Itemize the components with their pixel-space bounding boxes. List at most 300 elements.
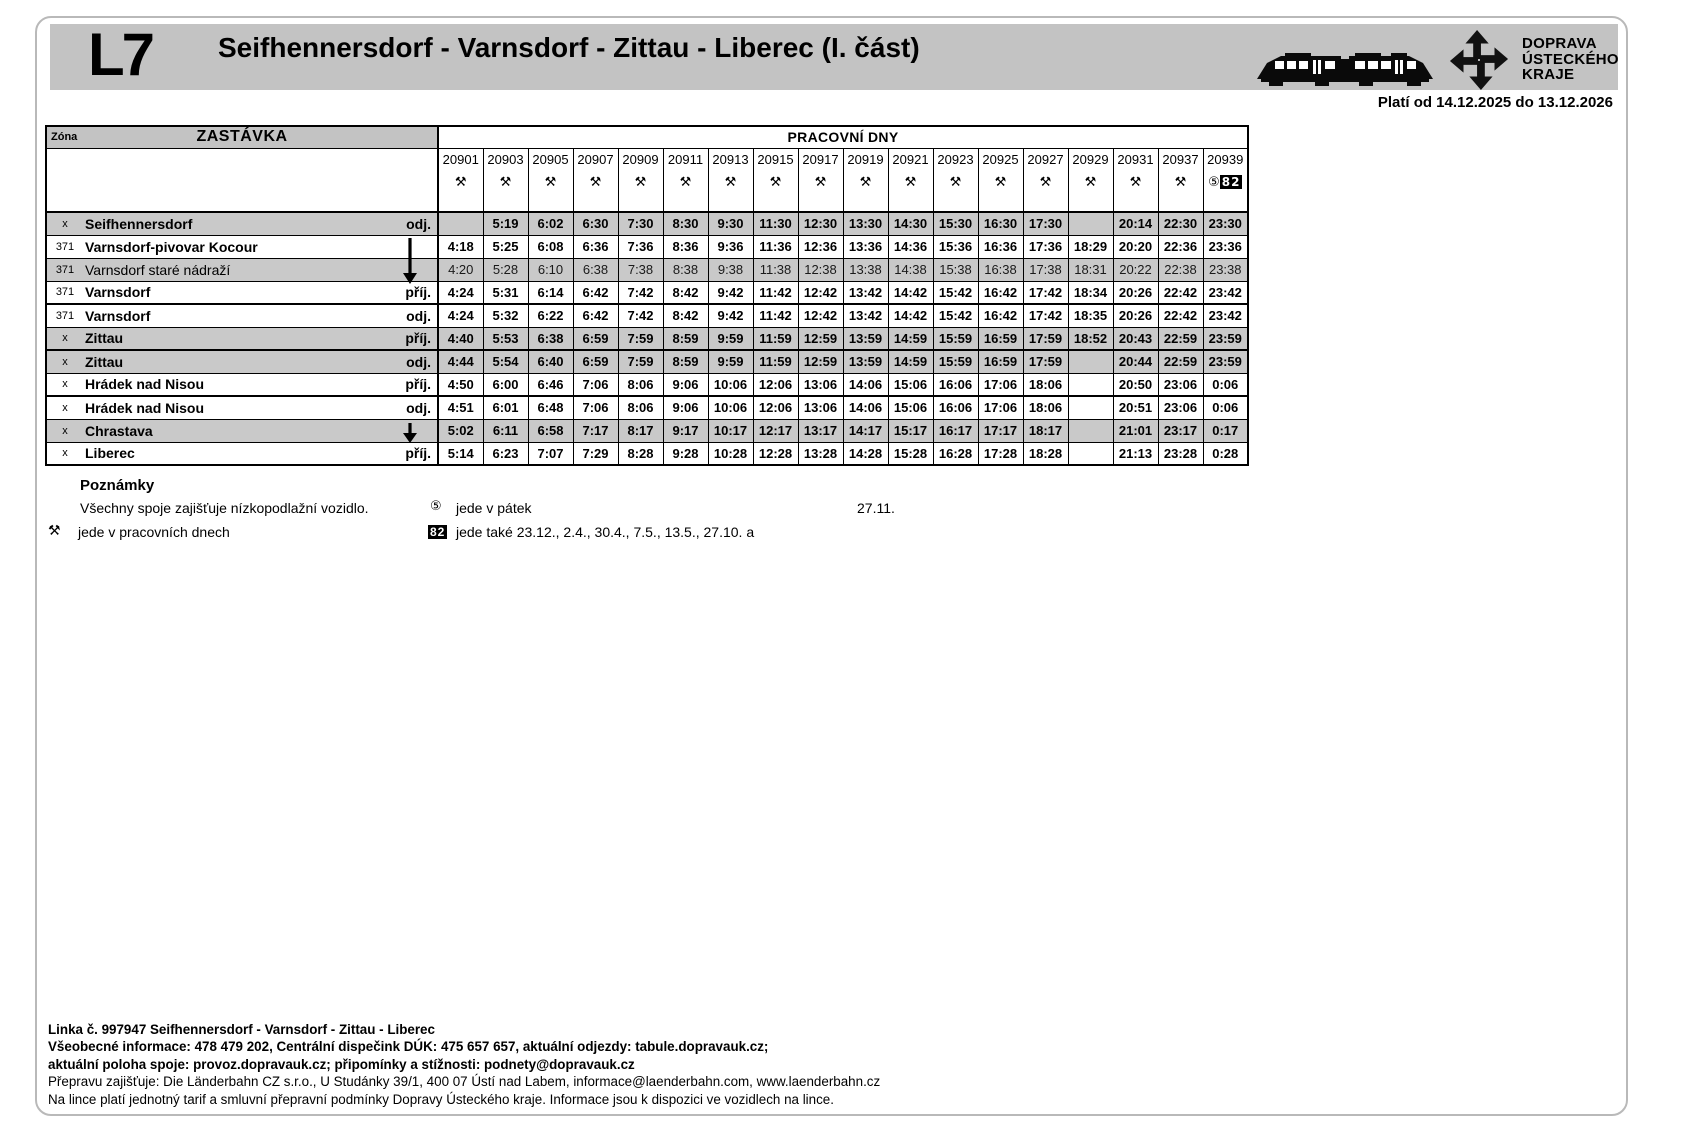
train-number-cell: 20927 — [1023, 148, 1068, 170]
day-symbol-icon: ⚒ — [1039, 174, 1052, 190]
time-cell: 20:43 — [1113, 327, 1158, 350]
spacer-cell — [618, 194, 663, 212]
time-cell: 15:28 — [888, 442, 933, 465]
time-cell: 8:36 — [663, 235, 708, 258]
spacer-cell — [708, 194, 753, 212]
time-cell: 6:10 — [528, 258, 573, 281]
time-cell: 7:36 — [618, 235, 663, 258]
time-cell: 12:38 — [798, 258, 843, 281]
time-cell: 15:42 — [933, 304, 978, 327]
time-cell: 12:30 — [798, 212, 843, 235]
time-cell: 15:30 — [933, 212, 978, 235]
time-cell: 12:59 — [798, 327, 843, 350]
time-cell: 20:22 — [1113, 258, 1158, 281]
train-symbol-cell — [618, 170, 663, 194]
station-cell — [46, 281, 438, 304]
time-cell — [1068, 373, 1113, 396]
friday-symbol: ⑤ — [430, 499, 442, 514]
time-cell: 7:07 — [528, 442, 573, 465]
zone-label: x — [62, 378, 68, 391]
day-symbol-icon: ⚒ — [454, 174, 467, 190]
train-number-cell: 20901 — [438, 148, 483, 170]
duk-arrows-logo — [1448, 29, 1510, 91]
time-cell: 13:42 — [843, 281, 888, 304]
time-cell: 13:06 — [798, 373, 843, 396]
time-cell: 5:14 — [438, 442, 483, 465]
time-cell: 11:59 — [753, 327, 798, 350]
train-number-cell: 20917 — [798, 148, 843, 170]
station-cell — [46, 419, 438, 442]
note-workdays: jede v pracovních dnech — [78, 524, 230, 540]
station-row — [46, 212, 1248, 235]
time-cell: 9:42 — [708, 304, 753, 327]
time-cell: 9:38 — [708, 258, 753, 281]
timetable — [45, 125, 1249, 466]
train-number-cell: 20923 — [933, 148, 978, 170]
station-cell — [46, 212, 438, 235]
day-symbol-icon: ⚒ — [814, 174, 827, 190]
time-cell: 13:38 — [843, 258, 888, 281]
time-cell: 12:28 — [753, 442, 798, 465]
time-cell: 13:30 — [843, 212, 888, 235]
time-cell: 14:30 — [888, 212, 933, 235]
time-cell: 8:06 — [618, 373, 663, 396]
train-number-cell: 20937 — [1158, 148, 1203, 170]
train-symbol-cell — [978, 170, 1023, 194]
time-cell: 6:02 — [528, 212, 573, 235]
time-cell — [1068, 212, 1113, 235]
time-cell: 16:06 — [933, 396, 978, 419]
time-cell: 14:06 — [843, 373, 888, 396]
time-cell: 8:30 — [663, 212, 708, 235]
time-cell: 23:36 — [1203, 235, 1248, 258]
time-cell: 7:30 — [618, 212, 663, 235]
day-symbol-icon: ⑤ — [1208, 174, 1220, 190]
time-cell: 11:30 — [753, 212, 798, 235]
footer-line: Linka č. 997947 Seifhennersdorf - Varnsdorf - Zittau - Liberec — [48, 1022, 435, 1037]
time-cell: 18:35 — [1068, 304, 1113, 327]
spacer-cell — [1203, 194, 1248, 212]
time-cell: 9:28 — [663, 442, 708, 465]
time-cell: 4:50 — [438, 373, 483, 396]
time-cell: 13:28 — [798, 442, 843, 465]
time-cell: 4:24 — [438, 281, 483, 304]
spacer-cell — [843, 194, 888, 212]
route-arrow-chrastava — [402, 423, 418, 443]
time-cell: 14:42 — [888, 304, 933, 327]
time-cell: 6:23 — [483, 442, 528, 465]
train-number-cell: 20939 — [1203, 148, 1248, 170]
time-cell: 17:28 — [978, 442, 1023, 465]
time-cell: 23:17 — [1158, 419, 1203, 442]
time-cell: 12:06 — [753, 396, 798, 419]
station-row — [46, 258, 1248, 281]
station-cell — [46, 442, 438, 465]
time-cell: 7:29 — [573, 442, 618, 465]
time-cell: 10:06 — [708, 373, 753, 396]
spacer-cell — [1113, 194, 1158, 212]
spacer-cell — [933, 194, 978, 212]
time-cell: 6:40 — [528, 350, 573, 373]
train-number-cell: 20913 — [708, 148, 753, 170]
time-cell: 0:06 — [1203, 396, 1248, 419]
day-symbol-icon: ⚒ — [544, 174, 557, 190]
time-cell: 6:46 — [528, 373, 573, 396]
time-cell: 16:42 — [978, 281, 1023, 304]
time-cell: 17:17 — [978, 419, 1023, 442]
duk-logo-line: DOPRAVA — [1522, 35, 1597, 52]
note82-symbol: 82 — [430, 525, 446, 539]
spacer-cell — [573, 194, 618, 212]
time-cell: 18:06 — [1023, 373, 1068, 396]
train-symbol-cell — [1158, 170, 1203, 194]
station-cell — [46, 304, 438, 327]
time-cell: 5:54 — [483, 350, 528, 373]
train-symbol-cell — [573, 170, 618, 194]
time-cell: 6:59 — [573, 327, 618, 350]
time-cell: 15:38 — [933, 258, 978, 281]
day-symbol-icon: ⚒ — [1129, 174, 1142, 190]
time-cell: 23:38 — [1203, 258, 1248, 281]
spacer-cell — [1158, 194, 1203, 212]
day-symbol-icon: ⚒ — [499, 174, 512, 190]
time-cell: 17:30 — [1023, 212, 1068, 235]
train-number-cell: 20903 — [483, 148, 528, 170]
train-symbol-cell — [663, 170, 708, 194]
time-cell: 22:38 — [1158, 258, 1203, 281]
zone-label: 371 — [55, 309, 75, 322]
time-cell: 22:42 — [1158, 304, 1203, 327]
time-cell: 6:58 — [528, 419, 573, 442]
train-symbol-cell — [933, 170, 978, 194]
time-cell: 8:59 — [663, 327, 708, 350]
time-cell: 15:59 — [933, 350, 978, 373]
time-cell: 16:59 — [978, 327, 1023, 350]
time-cell: 4:18 — [438, 235, 483, 258]
station-name: Liberec — [85, 445, 135, 462]
footer-line: Na lince platí jednotný tarif a smluvní přepravní podmínky Dopravy Ústeckého kraje. Informace jsou k dispozici ve vozidlech na lince. — [48, 1091, 834, 1107]
time-cell: 16:06 — [933, 373, 978, 396]
time-cell: 14:17 — [843, 419, 888, 442]
time-cell: 6:36 — [573, 235, 618, 258]
time-cell: 23:42 — [1203, 281, 1248, 304]
train-number-cell: 20905 — [528, 148, 573, 170]
train-symbol-cell — [1113, 170, 1158, 194]
workdays-symbol: ⚒ — [48, 523, 61, 539]
time-cell: 6:22 — [528, 304, 573, 327]
days-header: PRACOVNÍ DNY — [438, 126, 1248, 148]
spacer-cell — [483, 194, 528, 212]
time-cell: 23:06 — [1158, 373, 1203, 396]
timetable-wrapper — [45, 125, 1249, 466]
time-cell: 12:06 — [753, 373, 798, 396]
time-cell: 14:36 — [888, 235, 933, 258]
zone-label: 371 — [55, 240, 75, 253]
left-empty-cell — [46, 148, 438, 212]
day-symbol-icon: ⚒ — [994, 174, 1007, 190]
time-cell: 13:06 — [798, 396, 843, 419]
train-symbol-cell — [1068, 170, 1113, 194]
time-cell: 5:02 — [438, 419, 483, 442]
time-cell: 5:28 — [483, 258, 528, 281]
station-cell — [46, 235, 438, 258]
time-cell: 9:06 — [663, 396, 708, 419]
time-cell: 5:25 — [483, 235, 528, 258]
duk-logo-line: KRAJE — [1522, 66, 1575, 83]
station-name: Varnsdorf — [85, 284, 151, 301]
station-cell — [46, 396, 438, 419]
day-symbol-icon: ⚒ — [769, 174, 782, 190]
note-low-floor: Všechny spoje zajišťuje nízkopodlažní vozidlo. — [80, 500, 369, 516]
time-cell: 14:38 — [888, 258, 933, 281]
station-cell — [46, 258, 438, 281]
zone-label: x — [62, 401, 68, 414]
time-cell: 11:36 — [753, 235, 798, 258]
time-cell — [438, 212, 483, 235]
zone-label: 371 — [55, 263, 75, 276]
time-cell: 20:26 — [1113, 304, 1158, 327]
time-cell: 17:38 — [1023, 258, 1068, 281]
time-cell: 23:59 — [1203, 350, 1248, 373]
station-name: Hrádek nad Nisou — [85, 399, 205, 416]
train-number-cell: 20907 — [573, 148, 618, 170]
time-cell: 7:06 — [573, 396, 618, 419]
station-name: Zittau — [85, 353, 124, 370]
time-cell: 21:01 — [1113, 419, 1158, 442]
station-row — [46, 281, 1248, 304]
time-cell: 20:44 — [1113, 350, 1158, 373]
note82-text: jede také 23.12., 2.4., 30.4., 7.5., 13.5., 27.10. a — [456, 524, 755, 540]
train-number-cell: 20915 — [753, 148, 798, 170]
time-cell: 7:06 — [573, 373, 618, 396]
time-cell: 7:17 — [573, 419, 618, 442]
direction-label: odj. — [406, 307, 431, 324]
line-code: L7 — [88, 21, 153, 88]
duk-logo-text — [1522, 36, 1619, 83]
station-row — [46, 235, 1248, 258]
time-cell: 14:59 — [888, 350, 933, 373]
time-cell: 12:17 — [753, 419, 798, 442]
station-row — [46, 373, 1248, 396]
time-cell — [1068, 396, 1113, 419]
route-arrow-varnsdorf — [402, 238, 418, 284]
station-name: Zittau — [85, 330, 124, 347]
time-cell: 6:08 — [528, 235, 573, 258]
station-name: Hrádek nad Nisou — [85, 376, 205, 393]
time-cell: 6:14 — [528, 281, 573, 304]
train-symbol-cell — [708, 170, 753, 194]
time-cell: 11:38 — [753, 258, 798, 281]
footer-line: Přepravu zajišťuje: Die Länderbahn CZ s.r.o., U Studánky 39/1, 400 07 Ústí nad Labem, informace@laenderbahn.com, www.laenderbahn.cz — [48, 1074, 881, 1090]
time-cell: 4:51 — [438, 396, 483, 419]
train-symbol-cell — [1203, 170, 1248, 194]
time-cell: 9:30 — [708, 212, 753, 235]
note-extra-date: 27.11. — [857, 500, 895, 516]
station-row — [46, 327, 1248, 350]
time-cell: 12:59 — [798, 350, 843, 373]
day-symbol-icon: ⚒ — [1084, 174, 1097, 190]
footer-info — [48, 1021, 880, 1108]
time-cell: 20:20 — [1113, 235, 1158, 258]
day-symbol-icon: ⚒ — [634, 174, 647, 190]
time-cell: 6:59 — [573, 350, 618, 373]
time-cell: 4:44 — [438, 350, 483, 373]
time-cell: 8:06 — [618, 396, 663, 419]
station-row — [46, 304, 1248, 327]
time-cell: 5:19 — [483, 212, 528, 235]
station-name: Seifhennersdorf — [85, 215, 193, 232]
time-cell: 8:28 — [618, 442, 663, 465]
day-symbol-icon: ⚒ — [724, 174, 737, 190]
direction-label: příj. — [405, 330, 431, 347]
time-cell: 6:38 — [573, 258, 618, 281]
train-symbol-cell — [753, 170, 798, 194]
station-row — [46, 442, 1248, 465]
spacer-cell — [978, 194, 1023, 212]
time-cell: 18:28 — [1023, 442, 1068, 465]
train-symbol-cell — [1023, 170, 1068, 194]
notes-heading: Poznámky — [80, 477, 155, 494]
note-friday: jede v pátek — [456, 500, 532, 516]
station-row — [46, 419, 1248, 442]
train-symbol-cell — [528, 170, 573, 194]
time-cell: 10:17 — [708, 419, 753, 442]
spacer-cell — [888, 194, 933, 212]
time-cell: 16:28 — [933, 442, 978, 465]
stop-header-cell — [46, 126, 438, 148]
time-cell: 4:40 — [438, 327, 483, 350]
time-cell: 16:17 — [933, 419, 978, 442]
station-name: Varnsdorf-pivovar Kocour — [85, 238, 258, 255]
train-number-cell: 20911 — [663, 148, 708, 170]
time-cell: 14:42 — [888, 281, 933, 304]
time-cell: 14:06 — [843, 396, 888, 419]
time-cell: 8:42 — [663, 281, 708, 304]
time-cell: 18:31 — [1068, 258, 1113, 281]
time-cell: 17:36 — [1023, 235, 1068, 258]
time-cell: 16:59 — [978, 350, 1023, 373]
time-cell: 10:28 — [708, 442, 753, 465]
train-number-cell: 20931 — [1113, 148, 1158, 170]
direction-label: odj. — [406, 399, 431, 416]
time-cell: 15:06 — [888, 396, 933, 419]
time-cell: 14:59 — [888, 327, 933, 350]
day-symbol-icon: ⚒ — [679, 174, 692, 190]
train-number-cell: 20925 — [978, 148, 1023, 170]
spacer-cell — [528, 194, 573, 212]
time-cell — [1068, 350, 1113, 373]
spacer-cell — [753, 194, 798, 212]
time-cell: 14:28 — [843, 442, 888, 465]
station-name: Varnsdorf — [85, 307, 151, 324]
time-cell: 16:42 — [978, 304, 1023, 327]
time-cell: 11:59 — [753, 350, 798, 373]
time-cell: 22:59 — [1158, 327, 1203, 350]
time-cell: 6:42 — [573, 304, 618, 327]
day-symbol-icon: ⚒ — [949, 174, 962, 190]
zone-header: Zóna — [51, 131, 78, 144]
time-cell: 13:36 — [843, 235, 888, 258]
time-cell: 7:42 — [618, 281, 663, 304]
time-cell: 7:59 — [618, 350, 663, 373]
time-cell: 13:17 — [798, 419, 843, 442]
footer-line: aktuální poloha spoje: provoz.dopravauk.cz; připomínky a stížnosti: podnety@dopravauk.cz — [48, 1056, 635, 1072]
time-cell: 6:11 — [483, 419, 528, 442]
time-cell: 17:42 — [1023, 281, 1068, 304]
time-cell: 17:06 — [978, 373, 1023, 396]
time-cell: 18:06 — [1023, 396, 1068, 419]
direction-label: odj. — [406, 353, 431, 370]
time-cell: 20:51 — [1113, 396, 1158, 419]
time-cell: 6:01 — [483, 396, 528, 419]
zone-label: x — [62, 424, 68, 437]
time-cell: 23:42 — [1203, 304, 1248, 327]
spacer-cell — [663, 194, 708, 212]
time-cell: 10:06 — [708, 396, 753, 419]
time-cell: 6:42 — [573, 281, 618, 304]
time-cell: 8:59 — [663, 350, 708, 373]
time-cell: 6:30 — [573, 212, 618, 235]
time-cell: 23:30 — [1203, 212, 1248, 235]
time-cell: 17:59 — [1023, 327, 1068, 350]
station-cell — [46, 373, 438, 396]
time-cell: 9:17 — [663, 419, 708, 442]
train-number-cell: 20921 — [888, 148, 933, 170]
spacer-cell — [1023, 194, 1068, 212]
time-cell: 16:30 — [978, 212, 1023, 235]
station-row — [46, 396, 1248, 419]
time-cell: 22:30 — [1158, 212, 1203, 235]
zone-label: x — [62, 332, 68, 345]
station-row — [46, 350, 1248, 373]
time-cell: 13:59 — [843, 327, 888, 350]
zone-label: 371 — [55, 286, 75, 299]
time-cell: 18:29 — [1068, 235, 1113, 258]
time-cell: 9:59 — [708, 327, 753, 350]
time-cell: 7:59 — [618, 327, 663, 350]
time-cell: 15:36 — [933, 235, 978, 258]
time-cell: 20:50 — [1113, 373, 1158, 396]
train-symbol-cell — [798, 170, 843, 194]
time-cell: 9:59 — [708, 350, 753, 373]
time-cell: 23:59 — [1203, 327, 1248, 350]
train-icon — [1255, 41, 1435, 89]
page-title: Seifhennersdorf - Varnsdorf - Zittau - Liberec (I. část) — [218, 32, 920, 63]
time-cell: 12:36 — [798, 235, 843, 258]
time-cell: 7:38 — [618, 258, 663, 281]
time-cell: 18:34 — [1068, 281, 1113, 304]
station-cell — [46, 350, 438, 373]
zone-label: x — [62, 355, 68, 368]
time-cell: 4:24 — [438, 304, 483, 327]
train-symbol-cell — [483, 170, 528, 194]
time-cell: 23:28 — [1158, 442, 1203, 465]
station-name: Chrastava — [85, 422, 153, 439]
direction-label: odj. — [406, 215, 431, 232]
time-cell: 18:17 — [1023, 419, 1068, 442]
time-cell: 6:00 — [483, 373, 528, 396]
time-cell: 0:06 — [1203, 373, 1248, 396]
time-cell: 5:31 — [483, 281, 528, 304]
time-cell: 5:32 — [483, 304, 528, 327]
station-cell — [46, 327, 438, 350]
time-cell: 11:42 — [753, 281, 798, 304]
time-cell: 15:42 — [933, 281, 978, 304]
time-cell: 16:36 — [978, 235, 1023, 258]
time-cell: 17:06 — [978, 396, 1023, 419]
spacer-cell — [798, 194, 843, 212]
validity-text: Platí od 14.12.2025 do 13.12.2026 — [1377, 94, 1613, 111]
